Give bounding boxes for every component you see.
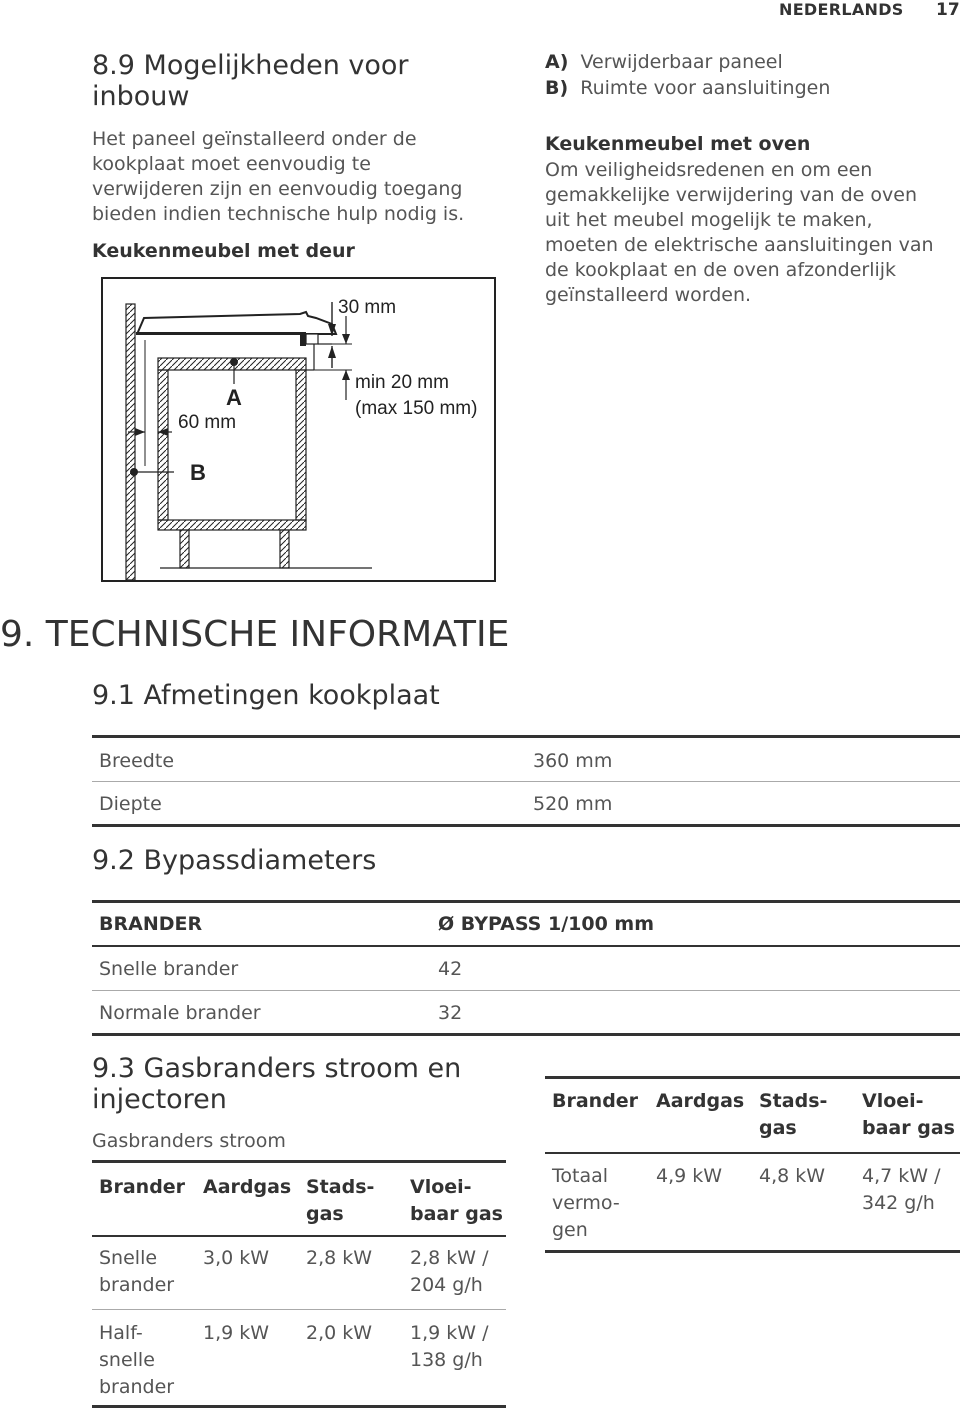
label-60mm: 60 mm (178, 412, 237, 433)
dimensions-table (92, 735, 960, 827)
bypass-value: 32 (438, 1002, 463, 1024)
header-language: NEDERLANDS (779, 0, 904, 19)
dimension-value: 520 mm (533, 793, 613, 815)
legend-b: B) Ruimte voor aansluitingen (545, 77, 831, 99)
table-row (545, 1154, 960, 1253)
label-max-150mm: (max 150 mm) (355, 398, 478, 419)
column-header: Brander (99, 1176, 186, 1198)
burner-label: Snelle brander (99, 958, 239, 980)
column-header: Brander (552, 1090, 639, 1112)
table-header-row (92, 903, 960, 947)
dimension-value: 360 mm (533, 750, 613, 772)
table-header-row (545, 1079, 960, 1154)
gas-flow-table (92, 1160, 506, 1408)
value-cell: 1,9 kW (203, 1322, 270, 1344)
cabinet-oven-heading: Keukenmeubel met oven (545, 133, 811, 155)
section-9-1-title: 9.1 Afmetingen kookplaat (92, 680, 440, 711)
table-header-row (92, 1163, 506, 1237)
total-power-table (545, 1076, 960, 1253)
burner-cell: Snelle brander (99, 1247, 175, 1296)
dimension-label: Diepte (99, 793, 162, 815)
label-a: A (226, 385, 242, 410)
section-9-2-title: 9.2 Bypassdiameters (92, 845, 377, 876)
column-header: Vloei- baar gas (862, 1090, 955, 1139)
label-30mm: 30 mm (338, 297, 397, 318)
column-header: Vloei- baar gas (410, 1176, 503, 1225)
value-cell: 4,7 kW / 342 g/h (862, 1165, 941, 1214)
dimension-label: Breedte (99, 750, 175, 772)
installation-diagram (100, 276, 498, 584)
label-b: B (190, 460, 206, 485)
gas-flow-subheading: Gasbranders stroom (92, 1130, 286, 1152)
value-cell: 2,8 kW / 204 g/h (410, 1247, 489, 1296)
value-cell: 2,8 kW (306, 1247, 373, 1269)
value-cell: 3,0 kW (203, 1247, 270, 1269)
column-header: Stads- gas (759, 1090, 828, 1139)
chapter-title: 9. TECHNISCHE INFORMATIE (0, 614, 510, 655)
table-row (92, 1310, 506, 1408)
section-8-9-title: 8.9 Mogelijkheden voor inbouw (92, 50, 409, 112)
column-header: Aardgas (656, 1090, 745, 1112)
column-header: Aardgas (203, 1176, 292, 1198)
table-row (92, 738, 960, 782)
value-cell: 4,8 kW (759, 1165, 826, 1187)
section-8-9-paragraph: Het paneel geïnstalleerd onder de kookplaat moet eenvoudig te verwijderen zijn en eenvoudig toegang bieden indien technische hulp nodig is. (92, 128, 465, 225)
burner-cell: Half- snelle brander (99, 1322, 175, 1398)
burner-cell: Totaal vermo- gen (552, 1165, 620, 1241)
burner-label: Normale brander (99, 1002, 261, 1024)
value-cell: 4,9 kW (656, 1165, 723, 1187)
column-header: Ø BYPASS 1/100 mm (438, 913, 655, 935)
value-cell: 2,0 kW (306, 1322, 373, 1344)
cabinet-oven-paragraph: Om veiligheidsredenen en om een gemakkelijke verwijdering van de oven uit het meubel mogelijk te maken, moeten de elektrische aansluitingen van de kookplaat en de oven afzonderlijk geïnstalleerd worden. (545, 159, 934, 306)
table-row (92, 991, 960, 1036)
bypass-value: 42 (438, 958, 463, 980)
column-header: BRANDER (99, 913, 203, 935)
section-9-3-title: 9.3 Gasbranders stroom en injectoren (92, 1053, 462, 1115)
table-row (92, 1237, 506, 1310)
cabinet-door-heading: Keukenmeubel met deur (92, 240, 355, 262)
table-row (92, 782, 960, 827)
table-row (92, 947, 960, 991)
label-min-20mm: min 20 mm (355, 372, 449, 393)
column-header: Stads- gas (306, 1176, 375, 1225)
legend-a: A) Verwijderbaar paneel (545, 51, 783, 73)
bypass-table (92, 900, 960, 1036)
page-number: 17 (936, 0, 960, 20)
value-cell: 1,9 kW / 138 g/h (410, 1322, 489, 1371)
